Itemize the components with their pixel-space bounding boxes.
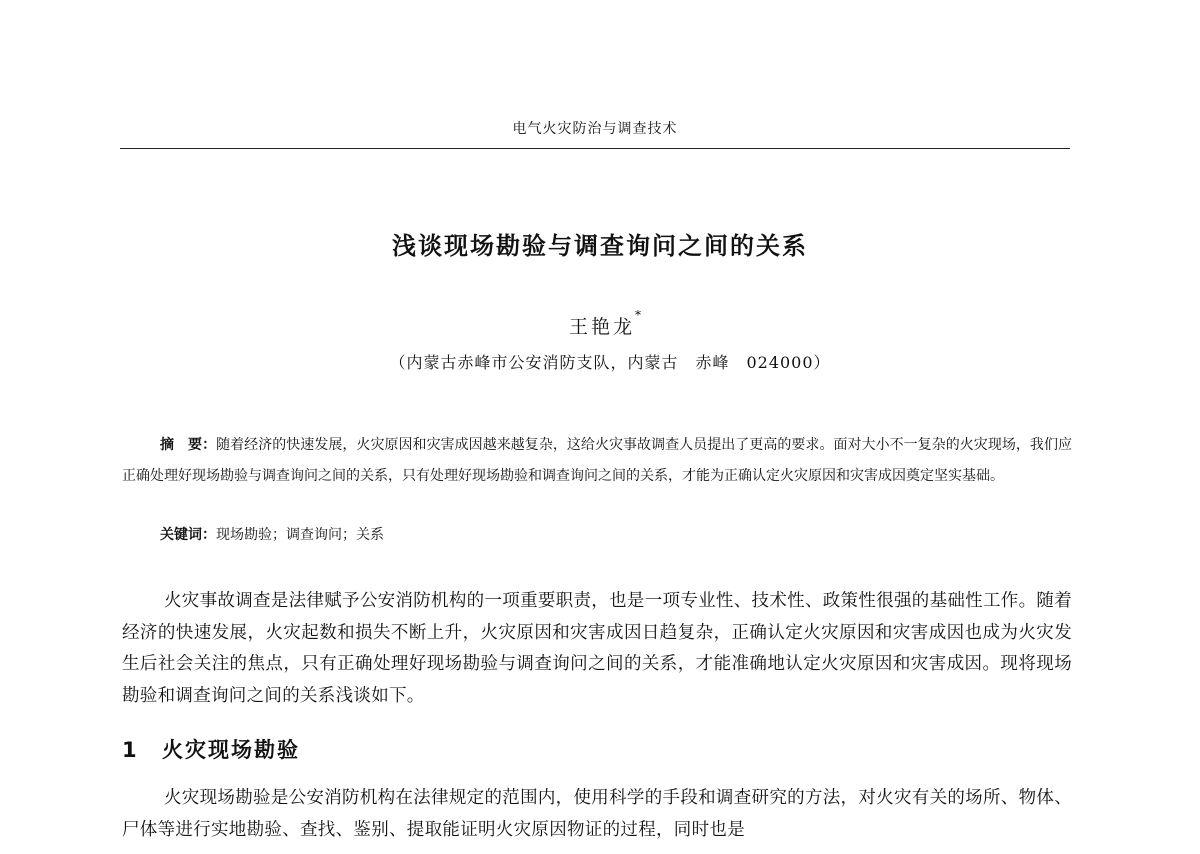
section-paragraph: 火灾现场勘验是公安消防机构在法律规定的范围内，使用科学的手段和调查研究的方法，对火灾有关的场所、物体、尸体等进行实地勘验、查找、鉴别、提取能证明火灾原因物证的过程，同时也是 [122, 788, 1072, 840]
intro-paragraph: 火灾事故调查是法律赋予公安消防机构的一项重要职责，也是一项专业性、技术性、政策性很强的基础性工作。随着经济的快速发展，火灾起数和损失不断上升，火灾原因和灾害成因日趋复杂，正确认定火灾原因和灾害成因也成为火灾发生后社会关注的焦点，只有正确处理好现场勘验与调查询问之间的关系，才能准确地认定火灾原因和灾害成因。现将现场勘验和调查询问之间的关系浅谈如下。 [122, 591, 1072, 706]
abstract [122, 430, 1072, 492]
keywords-label: 关键词： [160, 527, 216, 543]
author-name: 王艳龙 [568, 316, 635, 338]
header-divider [120, 148, 1070, 149]
author-affiliation: （内蒙古赤峰市公安消防支队，内蒙古 赤峰 024000） [389, 353, 831, 372]
running-header: 电气火灾防治与调查技术 [512, 121, 678, 137]
section-heading [122, 734, 300, 764]
abstract-label: 摘 要： [160, 437, 217, 453]
author-footnote-mark: * [635, 308, 641, 322]
keywords [160, 524, 1060, 544]
author-line [120, 308, 1090, 339]
article-title: 浅谈现场勘验与调查询问之间的关系 [392, 232, 808, 260]
section-title: 火灾现场勘验 [162, 738, 300, 762]
keywords-text: 现场勘验；调查询问；关系 [216, 527, 384, 543]
abstract-text: 随着经济的快速发展，火灾原因和灾害成因越来越复杂，这给火灾事故调查人员提出了更高的要求。面对大小不一复杂的火灾现场，我们应正确处理好现场勘验与调查询问之间的关系，只有处理好现场勘验和调查询问之间的关系，才能为正确认定火灾原因和灾害成因奠定坚实基础。 [122, 437, 1072, 484]
section-number: 1 [122, 738, 137, 762]
